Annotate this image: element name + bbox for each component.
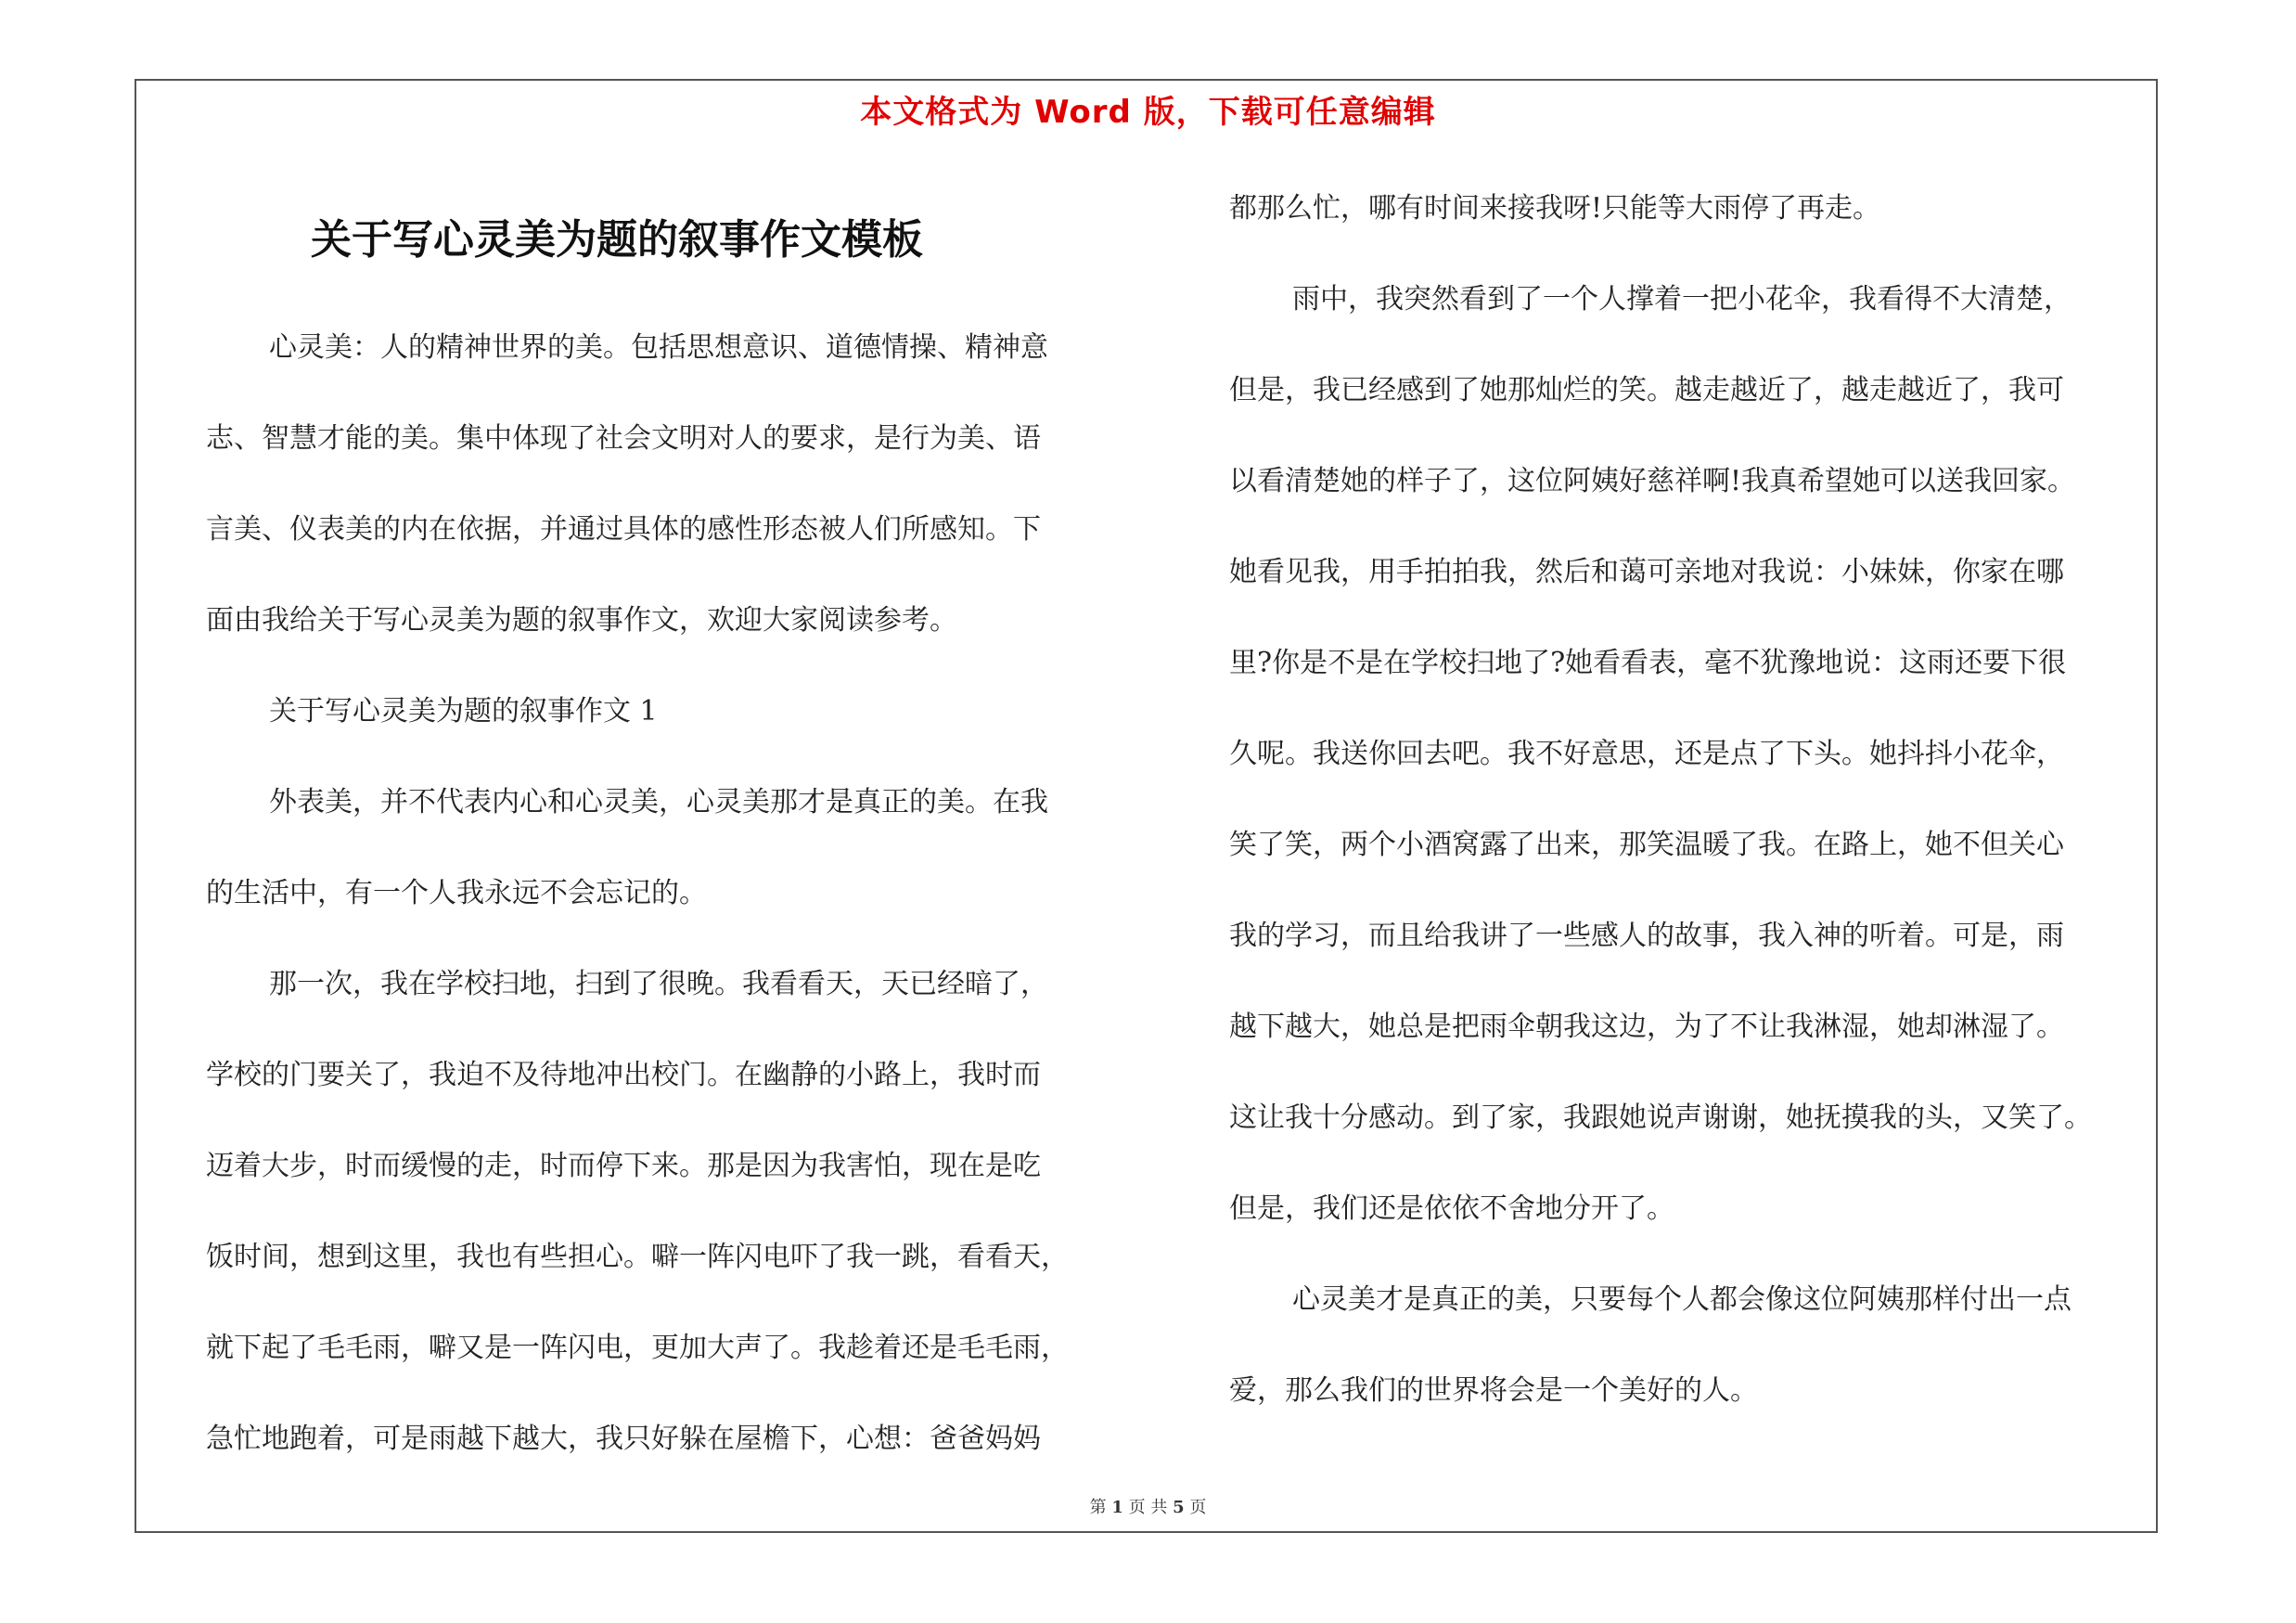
page-number-footer — [0, 1494, 2296, 1518]
paragraph-line: 里?你是不是在学校扫地了?她看看表，毫不犹豫地说：这雨还要下很 — [1229, 647, 2067, 679]
paragraph-line: 越下越大，她总是把雨伞朝我这边，为了不让我淋湿，她却淋湿了。 — [1229, 1011, 2064, 1043]
paragraph-line: 的生活中，有一个人我永远不会忘记的。 — [206, 877, 707, 909]
page-suffix: 页 — [1189, 1498, 1207, 1517]
section-heading: 关于写心灵美为题的叙事作文 1 — [269, 695, 658, 728]
total-page-number: 5 — [1173, 1498, 1185, 1517]
page-prefix: 第 — [1089, 1498, 1107, 1517]
paragraph-line: 志、智慧才能的美。集中体现了社会文明对人的要求，是行为美、语 — [206, 422, 1041, 455]
format-notice: 本文格式为 Word 版，下载可任意编辑 — [860, 94, 1436, 131]
document-title: 关于写心灵美为题的叙事作文模板 — [311, 216, 923, 264]
paragraph-line: 但是，我已经感到了她那灿烂的笑。越走越近了，越走越近了，我可 — [1229, 374, 2064, 406]
paragraph-line: 饭时间，想到这里，我也有些担心。噼一阵闪电吓了我一跳，看看天， — [206, 1241, 1069, 1273]
paragraph-line: 我的学习，而且给我讲了一些感人的故事，我入神的听着。可是，雨 — [1229, 920, 2064, 952]
paragraph-line: 这让我十分感动。到了家，我跟她说声谢谢，她抚摸我的头，又笑了。 — [1229, 1101, 2092, 1134]
paragraph-line: 就下起了毛毛雨，噼又是一阵闪电，更加大声了。我趁着还是毛毛雨， — [206, 1332, 1069, 1364]
paragraph-line: 但是，我们还是依依不舍地分开了。 — [1229, 1192, 1674, 1225]
paragraph-line: 急忙地跑着，可是雨越下越大，我只好躲在屋檐下，心想：爸爸妈妈 — [206, 1423, 1041, 1455]
paragraph-line: 久呢。我送你回去吧。我不好意思，还是点了下头。她抖抖小花伞， — [1229, 738, 2064, 770]
page-middle: 页 共 — [1128, 1498, 1168, 1517]
paragraph-line: 雨中，我突然看到了一个人撑着一把小花伞，我看得不大清楚， — [1292, 283, 2072, 316]
paragraph-line: 外表美，并不代表内心和心灵美，心灵美那才是真正的美。在我 — [269, 786, 1048, 818]
paragraph-line: 她看见我，用手拍拍我，然后和蔼可亲地对我说：小妹妹，你家在哪 — [1229, 556, 2064, 588]
paragraph-line: 爱，那么我们的世界将会是一个美好的人。 — [1229, 1374, 1758, 1407]
current-page-number: 1 — [1111, 1498, 1123, 1517]
paragraph-line: 面由我给关于写心灵美为题的叙事作文，欢迎大家阅读参考。 — [206, 604, 957, 637]
paragraph-line: 学校的门要关了，我迫不及待地冲出校门。在幽静的小路上，我时而 — [206, 1059, 1041, 1091]
paragraph-line: 以看清楚她的样子了，这位阿姨好慈祥啊!我真希望她可以送我回家。 — [1229, 465, 2076, 497]
paragraph-line: 那一次，我在学校扫地，扫到了很晚。我看看天，天已经暗了， — [269, 968, 1048, 1000]
paragraph-line: 言美、仪表美的内在依据，并通过具体的感性形态被人们所感知。下 — [206, 513, 1041, 546]
paragraph-line: 心灵美：人的精神世界的美。包括思想意识、道德情操、精神意 — [269, 331, 1048, 364]
paragraph-line: 笑了笑，两个小酒窝露了出来，那笑温暖了我。在路上，她不但关心 — [1229, 829, 2064, 861]
paragraph-line: 都那么忙，哪有时间来接我呀!只能等大雨停了再走。 — [1229, 192, 1881, 225]
paragraph-line: 心灵美才是真正的美，只要每个人都会像这位阿姨那样付出一点 — [1292, 1283, 2072, 1316]
paragraph-line: 迈着大步，时而缓慢的走，时而停下来。那是因为我害怕，现在是吃 — [206, 1150, 1041, 1182]
